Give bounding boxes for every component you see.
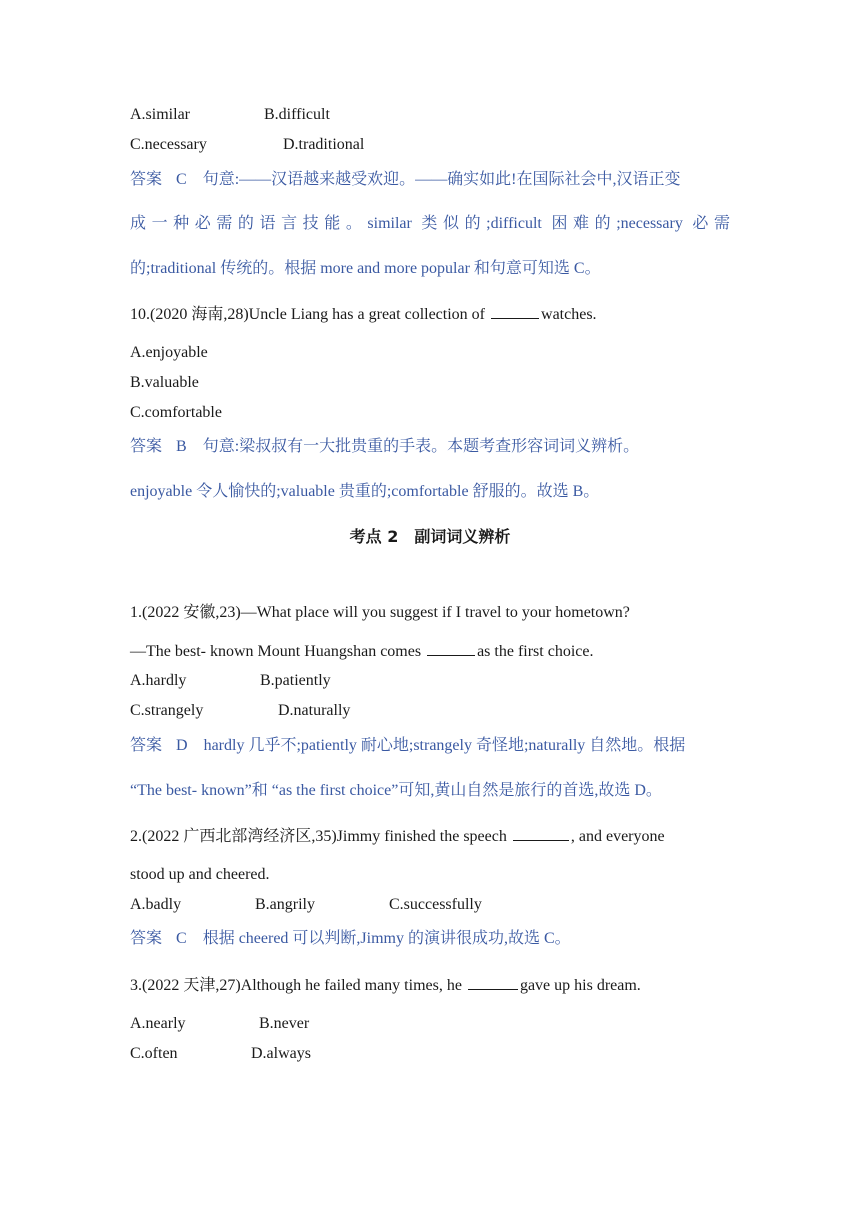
option-a: A.nearly: [130, 1015, 186, 1032]
answer-blank: [513, 826, 569, 841]
question-stem: 1.(2022 安徽,23)—What place will you suggest if I travel to your hometown?: [130, 604, 630, 621]
option-c: C.strangely: [130, 702, 204, 719]
answer-letter: D: [176, 737, 188, 754]
question-stem: stood up and cheered.: [130, 866, 270, 883]
answer-letter: C: [176, 171, 187, 188]
answer-line: [130, 437, 730, 457]
question-text: —The best- known Mount Huangshan comes: [130, 643, 422, 660]
answer-blank: [491, 304, 539, 319]
option-d: D.traditional: [283, 136, 365, 153]
answer-letter: C: [176, 930, 187, 947]
options-row: [130, 671, 730, 691]
answer-line: [130, 929, 730, 949]
option-a: A.enjoyable: [130, 344, 208, 361]
answer-explanation: 根据 cheered 可以判断,Jimmy 的演讲很成功,故选 C。: [202, 930, 571, 947]
question-stem: [130, 641, 730, 662]
answer-explanation: 句意:梁叔叔有一大批贵重的手表。本题考查形容词词义辨析。: [202, 438, 640, 455]
option-b: B.difficult: [264, 106, 330, 123]
answer-blank: [427, 641, 475, 656]
option-b: B.angrily: [255, 896, 315, 913]
option-b: B.never: [259, 1015, 310, 1032]
options-row: [130, 105, 730, 125]
question-text: gave up his dream.: [519, 977, 641, 994]
question-text: 2.(2022 广西北部湾经济区,35)Jimmy finished the speech: [130, 828, 507, 845]
option-c: C.comfortable: [130, 404, 222, 421]
options-row: [130, 701, 730, 721]
answer-label: 答案: [130, 171, 163, 188]
option-b: B.patiently: [260, 672, 331, 689]
option-c: C.successfully: [389, 896, 482, 913]
answer-explanation: 句意:——汉语越来越受欢迎。——确实如此!在国际社会中,汉语正变: [202, 171, 681, 188]
answer-blank: [468, 975, 518, 990]
answer-label: 答案: [130, 438, 163, 455]
option-a: A.similar: [130, 106, 190, 123]
question-stem: [130, 826, 730, 847]
answer-explanation: hardly 几乎不;patiently 耐心地;strangely 奇怪地;naturally 自然地。根据: [203, 737, 686, 754]
answer-explanation: 的;traditional 传统的。根据 more and more popular 和句意可知选 C。: [130, 260, 601, 277]
question-text: watches.: [541, 306, 597, 323]
option-c: C.necessary: [130, 136, 207, 153]
answer-line: [130, 170, 730, 190]
question-stem: [130, 304, 730, 325]
option-d: D.naturally: [278, 702, 351, 719]
answer-label: 答案: [130, 930, 163, 947]
option-b: B.valuable: [130, 374, 199, 391]
options-row: [130, 1014, 730, 1034]
option-c: C.often: [130, 1045, 178, 1062]
section-heading: 考点 2 副词词义辨析: [349, 527, 511, 546]
option-d: D.always: [251, 1045, 311, 1062]
options-row: [130, 895, 730, 915]
answer-explanation: “The best- known”和 “as the first choice”可知,黄山自然是旅行的首选,故选 D。: [130, 782, 662, 799]
answer-letter: B: [176, 438, 187, 455]
option-a: A.badly: [130, 896, 182, 913]
answer-line: [130, 736, 730, 756]
option-a: A.hardly: [130, 672, 187, 689]
answer-label: 答案: [130, 737, 163, 754]
question-text: 10.(2020 海南,28)Uncle Liang has a great collection of: [130, 306, 486, 323]
answer-explanation: enjoyable 令人愉快的;valuable 贵重的;comfortable 舒服的。故选 B。: [130, 483, 600, 500]
answer-explanation: 成一种必需的语言技能。similar 类似的;difficult 困难的;necessary 必需: [130, 215, 730, 232]
question-text: as the first choice.: [477, 643, 594, 660]
options-row: [130, 135, 730, 155]
question-text: 3.(2022 天津,27)Although he failed many times, he: [130, 977, 462, 994]
options-row: [130, 1044, 730, 1064]
question-stem: [130, 975, 730, 996]
question-text: , and everyone: [570, 828, 665, 845]
